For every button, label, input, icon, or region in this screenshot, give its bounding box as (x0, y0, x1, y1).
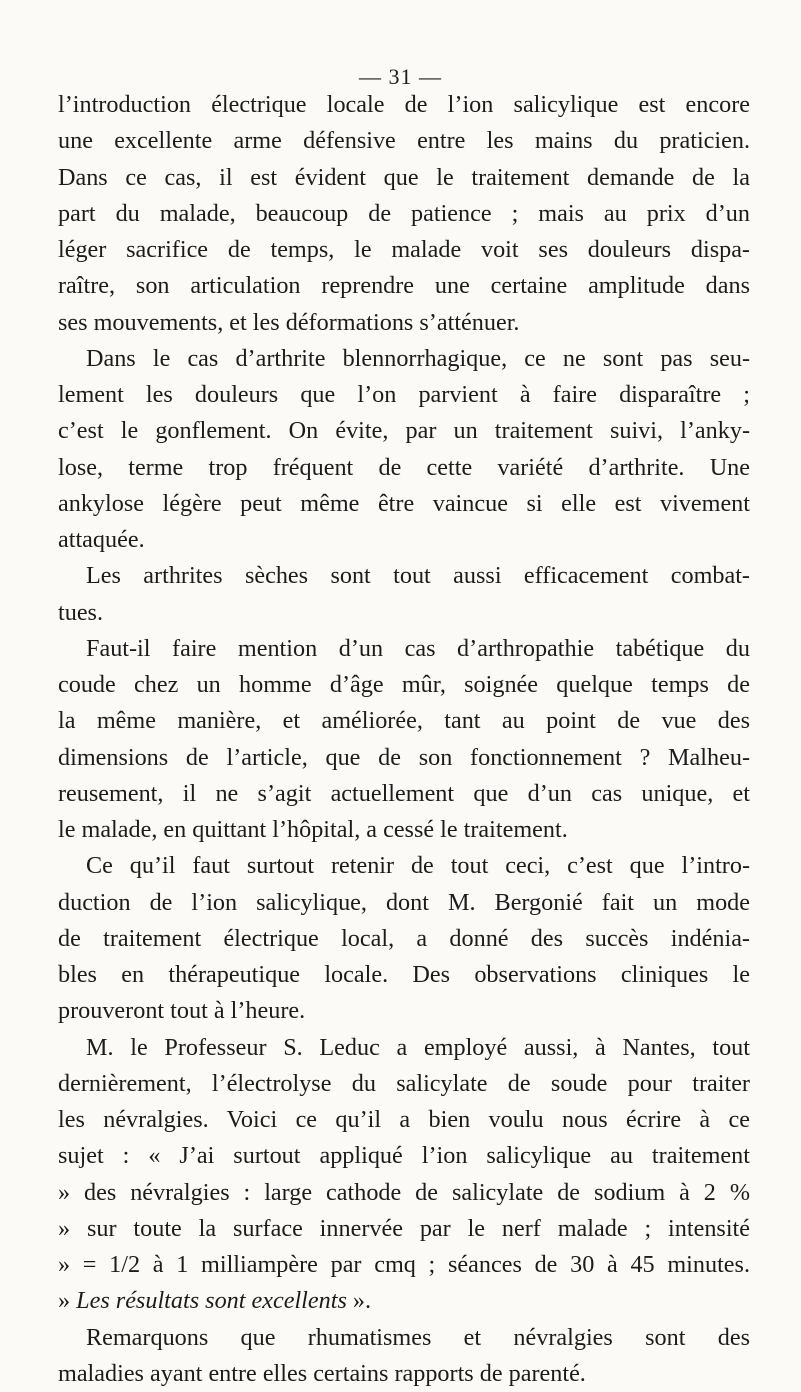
text-line: bles en thérapeutique locale. Des observations cliniques le (58, 961, 750, 988)
text-line: lement les douleurs que l’on parvient à faire disparaître ; (58, 381, 750, 408)
quote-marker: » (58, 1287, 77, 1315)
text-line: l’introduction électrique locale de l’ion salicylique est encore (58, 91, 750, 118)
text-line: dimensions de l’article, que de son fonctionnement ? Malheu- (58, 743, 750, 771)
text-line: Les arthrites sèches sont tout aussi efficacement combat- (86, 562, 750, 590)
text-line: léger sacrifice de temps, le malade voit ses douleurs dispa- (58, 236, 750, 263)
text-line: maladies ayant entre elles certains rapports de parenté. (58, 1359, 586, 1387)
text-line: prouveront tout à l’heure. (58, 997, 306, 1025)
text-line: de traitement électrique local, a donné des succès indénia- (58, 924, 750, 952)
text-line: le malade, en quittant l’hôpital, a cessé le traitement. (58, 816, 568, 843)
text-line: une excellente arme défensive entre les mains du praticien. (58, 127, 750, 155)
text-line: part du malade, beaucoup de patience ; mais au prix d’un (58, 199, 750, 227)
text-line: Ce qu’il faut surtout retenir de tout ceci, c’est que l’intro- (86, 852, 750, 880)
text-line: c’est le gonflement. On évite, par un traitement suivi, l’anky- (58, 417, 750, 445)
italic-results: Les résultats sont excellents (76, 1287, 347, 1315)
text-line: tues. (58, 598, 104, 626)
page-number: — 31 — (359, 64, 442, 89)
text-line: sujet : « J’ai surtout appliqué l’ion salicylique au traitement (58, 1142, 750, 1170)
text-line: Dans ce cas, il est évident que le traitement demande de la (58, 163, 750, 191)
text-line: la même manière, et améliorée, tant au point de vue des (58, 707, 750, 735)
text-line: » sur toute la surface innervée par le nerf malade ; intensité (58, 1214, 750, 1242)
quote-closing-line (58, 1283, 750, 1319)
text-line: M. le Professeur S. Leduc a employé aussi, à Nantes, tout (86, 1033, 750, 1061)
text-line: dernièrement, l’électrolyse du salicylate de soude pour traiter (58, 1069, 750, 1097)
text-line: les névralgies. Voici ce qu’il a bien voulu nous écrire à ce (58, 1106, 750, 1133)
text-line: Remarquons que rhumatismes et névralgies sont des (86, 1323, 750, 1351)
body-text (58, 87, 750, 1392)
text-line: duction de l’ion salicylique, dont M. Bergonié fait un mode (58, 888, 750, 916)
text-line: ses mouvements, et les déformations s’atténuer. (58, 308, 520, 336)
text-line: » = 1/2 à 1 milliampère par cmq ; séances de 30 à 45 minutes. (58, 1251, 750, 1278)
text-line: Dans le cas d’arthrite blennorrhagique, ce ne sont pas seu- (86, 344, 750, 372)
text-line: attaquée. (58, 526, 145, 553)
text-line: Faut-il faire mention d’un cas d’arthropathie tabétique du (86, 634, 750, 662)
text-line: » des névralgies : large cathode de salicylate de sodium à 2 % (58, 1178, 750, 1206)
text-line: raître, son articulation reprendre une certaine amplitude dans (58, 272, 750, 300)
text-line: reusement, il ne s’agit actuellement que d’un cas unique, et (58, 779, 750, 807)
quote-close: ». (346, 1287, 372, 1315)
text-line: coude chez un homme d’âge mûr, soignée quelque temps de (58, 671, 750, 698)
text-line: ankylose légère peut même être vaincue si elle est vivement (58, 489, 750, 517)
text-line: lose, terme trop fréquent de cette variété d’arthrite. Une (58, 453, 750, 481)
